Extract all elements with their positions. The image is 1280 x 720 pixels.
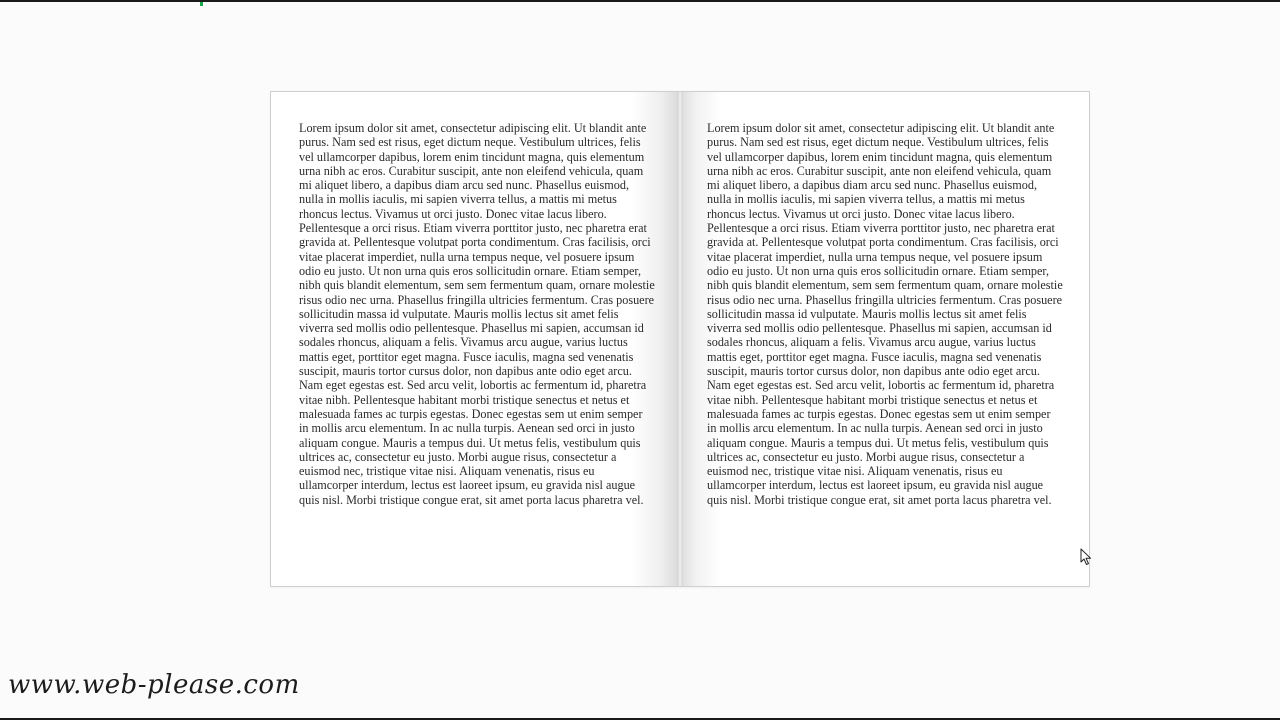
watermark-logo: www.web-please.com <box>8 670 300 700</box>
right-page-text: Lorem ipsum dolor sit amet, consectetur adipiscing elit. Ut blandit ante purus. Nam sed est risus, eget dictum neque. Vestibulum ultrices, felis vel ullamcorper dapibus, lorem enim tincidunt magna, quis elementum urna nibh ac eros. Curabitur suscipit, ante non eleifend vehicula, quam mi aliquet libero, a dapibus diam arcu sed nunc. Phasellus euismod, nulla in mollis iaculis, mi sapien viverra tellus, a mattis mi metus rhoncus lectus. Vivamus ut orci justo. Donec vitae lacus libero. Pellentesque a orci risus. Etiam viverra porttitor justo, nec pharetra erat gravida at. Pellentesque volutpat porta condimentum. Cras facilisis, orci vitae placerat imperdiet, nulla urna tempus neque, vel posuere ipsum odio eu justo. Ut non urna quis eros sollicitudin ornare. Etiam semper, nibh quis blandit elementum, sem sem fermentum quam, ornare molestie risus odio nec urna. Phasellus fringilla ultricies fermentum. Cras posuere sollicitudin massa id vulputate. Mauris mollis lectus sit amet felis viverra sed mollis odio pellentesque. Phasellus mi sapien, accumsan id sodales rhoncus, aliquam a felis. Vivamus arcu augue, varius luctus mattis eget, porttitor eget magna. Fusce iaculis, magna sed venenatis suscipit, mauris tortor cursus dolor, non dapibus ante odio eget arcu. Nam eget egestas est. Sed arcu velit, lobortis ac fermentum id, pharetra vitae nibh. Pellentesque habitant morbi tristique senectus et netus et malesuada fames ac turpis egestas. Donec egestas sem ut enim semper in mollis arcu elementum. In ac nulla turpis. Aenean sed orci in justo aliquam congue. Mauris a tempus dui. Ut metus felis, vestibulum quis ultrices ac, consectetur eu justo. Morbi augue risus, consectetur a euismod nec, tristique vitae nisi. Aliquam venenatis, risus eu ullamcorper interdum, lectus est laoreet ipsum, eu gravida nisl augue quis nisl. Morbi tristique congue erat, sit amet porta lacus pharetra vel. <box>707 121 1063 507</box>
top-edge-mark <box>200 2 203 6</box>
book[interactable] <box>271 92 1089 586</box>
left-page-text: Lorem ipsum dolor sit amet, consectetur adipiscing elit. Ut blandit ante purus. Nam sed est risus, eget dictum neque. Vestibulum ultrices, felis vel ullamcorper dapibus, lorem enim tincidunt magna, quis elementum urna nibh ac eros. Curabitur suscipit, ante non eleifend vehicula, quam mi aliquet libero, a dapibus diam arcu sed nunc. Phasellus euismod, nulla in mollis iaculis, mi sapien viverra tellus, a mattis mi metus rhoncus lectus. Vivamus ut orci justo. Donec vitae lacus libero. Pellentesque a orci risus. Etiam viverra porttitor justo, nec pharetra erat gravida at. Pellentesque volutpat porta condimentum. Cras facilisis, orci vitae placerat imperdiet, nulla urna tempus neque, vel posuere ipsum odio eu justo. Ut non urna quis eros sollicitudin ornare. Etiam semper, nibh quis blandit elementum, sem sem fermentum quam, ornare molestie risus odio nec urna. Phasellus fringilla ultricies fermentum. Cras posuere sollicitudin massa id vulputate. Mauris mollis lectus sit amet felis viverra sed mollis odio pellentesque. Phasellus mi sapien, accumsan id sodales rhoncus, aliquam a felis. Vivamus arcu augue, varius luctus mattis eget, porttitor eget magna. Fusce iaculis, magna sed venenatis suscipit, mauris tortor cursus dolor, non dapibus ante odio eget arcu. Nam eget egestas est. Sed arcu velit, lobortis ac fermentum id, pharetra vitae nibh. Pellentesque habitant morbi tristique senectus et netus et malesuada fames ac turpis egestas. Donec egestas sem ut enim semper in mollis arcu elementum. In ac nulla turpis. Aenean sed orci in justo aliquam congue. Mauris a tempus dui. Ut metus felis, vestibulum quis ultrices ac, consectetur eu justo. Morbi augue risus, consectetur a euismod nec, tristique vitae nisi. Aliquam venenatis, risus eu ullamcorper interdum, lectus est laoreet ipsum, eu gravida nisl augue quis nisl. Morbi tristique congue erat, sit amet porta lacus pharetra vel. <box>299 121 655 507</box>
mouse-pointer-icon <box>1080 548 1092 566</box>
left-page[interactable] <box>271 92 680 586</box>
book-spine <box>677 92 683 586</box>
right-page[interactable] <box>680 92 1089 586</box>
